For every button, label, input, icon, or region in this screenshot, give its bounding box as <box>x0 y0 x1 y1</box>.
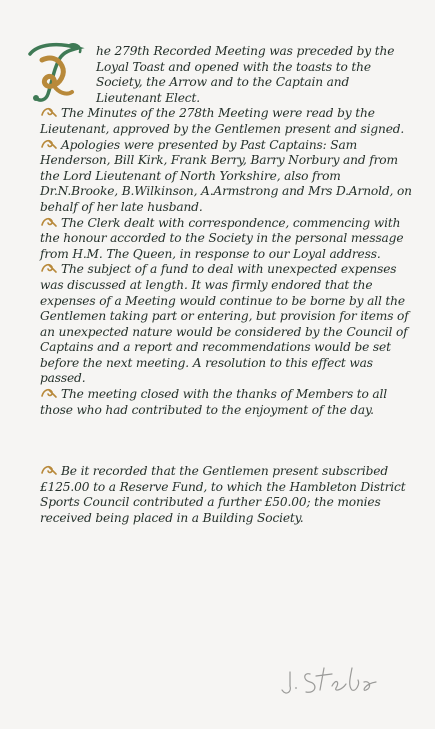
paragraph-3 <box>40 138 412 216</box>
paragraph-6 <box>40 387 412 418</box>
paragraph-7-text: Be it recorded that the Gentlemen present subscribed £125.00 to a Reserve Fund, to which the Hambleton District Sports Council contributed a further £50.00; the monies received being placed in a Building Society. <box>40 464 406 526</box>
paragraph-mark-icon <box>40 138 58 150</box>
handwritten-signature <box>280 664 380 700</box>
paragraph-1 <box>40 44 412 106</box>
paragraph-3-text: Apologies were presented by Past Captains: Sam Henderson, Bill Kirk, Frank Berry, Barry Norbury and from the Lord Lieutenant of North Yorkshire, also from Dr.N.Brooke, B.Wilkinson, A.Armstrong and Mrs D.Arnold, on behalf of her late husband. <box>40 137 412 214</box>
paragraph-mark-icon <box>40 387 58 399</box>
paragraph-7 <box>40 464 412 526</box>
paragraph-6-text: The meeting closed with the thanks of Members to all those who had contributed to the enjoyment of the day. <box>40 387 388 417</box>
paragraph-4-text: The Clerk dealt with correspondence, commencing with the honour accorded to the Society in the personal message from H.M. The Queen, in response to our Loyal address. <box>40 215 404 261</box>
paragraph-mark-icon <box>40 106 58 118</box>
paragraph-4 <box>40 216 412 263</box>
paragraph-mark-icon <box>40 464 58 476</box>
paragraph-2-text: The Minutes of the 278th Meeting were read by the Lieutenant, approved by the Gentlemen present and signed. <box>40 106 405 136</box>
paragraph-mark-icon <box>40 216 58 228</box>
paragraph-mark-icon <box>40 262 58 274</box>
paragraph-1-text: he 279th Recorded Meeting was preceded by the Loyal Toast and opened with the toasts to the Society, the Arrow and to the Captain and Lieutenant Elect. <box>96 44 395 105</box>
minutes-text <box>40 44 412 527</box>
paragraph-5 <box>40 262 412 387</box>
paragraph-2 <box>40 106 412 137</box>
section-gap <box>40 418 412 464</box>
paragraph-5-text: The subject of a fund to deal with unexpected expenses was discussed at length. It was firmly endored that the expenses of a Meeting would continue to be borne by all the Gentlemen taking part or entering, but provision for items of an unexpected nature would be considered by the Council of Captains and a report and recommendations would be set before the next meeting. A resolution to this effect was passed. <box>40 262 409 386</box>
